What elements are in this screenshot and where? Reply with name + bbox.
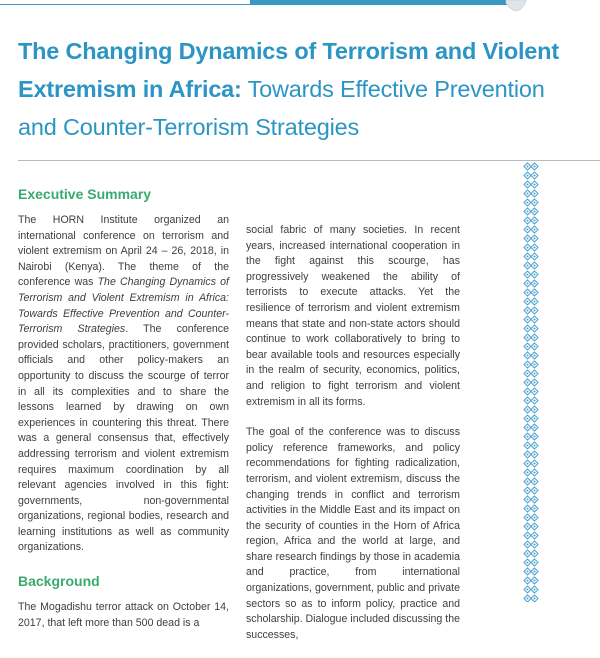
- title-divider: [18, 160, 600, 161]
- header-bar: [0, 0, 600, 6]
- header-rule: [0, 4, 250, 5]
- document-title: [18, 32, 578, 146]
- decorative-side-border: [521, 162, 541, 602]
- africa-map-icon: [500, 0, 532, 12]
- column2-paragraph-1: social fabric of many societies. In recent years, increased international cooperation in the fight against this scourge, has progressively weakened the ability of terrorists to execute attacks. Yet the resilience of terrorism and violent extremism means that state and non-state actors should continue to work collaboratively to bring to bear available tools and resources especially in the realm of security, economics, politics, and religion to fight terrorism and violent extremism in all its forms.: [246, 224, 460, 408]
- column-left: [18, 184, 229, 646]
- background-heading: Background: [18, 573, 100, 590]
- exec-summary-text-2: . The conference provided scholars, practitioners, government officials and other policy-makers an opportunity to discuss the scourge of terror in all its complexities and to share the lessons learned by drawing on own experiences in countering this threat. There was a general consensus that, effectively addressing terrorism and violent extremism requires maximum coordination by all relevant agencies involved in this fight: governments, non-governmental organizations, regional bodies, research and learning institutions as well as community organizations.: [18, 323, 229, 554]
- title-bold-part: The Changing Dynamics of Terrorism and Violent Extremism in Africa:: [18, 38, 559, 102]
- header-tab: [250, 0, 512, 5]
- executive-summary-paragraph: [18, 213, 229, 556]
- exec-summary-text-1: The HORN Institute organized an international conference on terrorism and violent extremism on April 24 – 26, 2018, in Nairobi (Kenya). The theme of the conference was: [18, 214, 229, 289]
- column2-paragraph-2: The goal of the conference was to discuss policy reference frameworks, and policy recommendations for fighting radicalization, terrorism, and violent extremism, discuss the changing trends in conflict and terrorism activities in the Middle East and its impact on the security of counties in the Horn of Africa region, Africa and the world at large, and share research findings by those in academia and practice, from international organizations, government, public and private sectors so as to inform policy, practice and scholarship. Dialogue included discussing the successes,: [246, 426, 460, 641]
- title-light-part: Towards Effective Prevention and Counter-Terrorism Strategies: [18, 76, 545, 140]
- column-right: [246, 223, 460, 658]
- conference-theme-italic: The Changing Dynamics of Terrorism and Violent Extremism in Africa: Towards Effective Prevention and Counter-Terrorism Strategies: [18, 276, 229, 336]
- background-paragraph: The Mogadishu terror attack on October 14, 2017, that left more than 500 dead is a: [18, 601, 229, 629]
- executive-summary-heading: Executive Summary: [18, 186, 152, 202]
